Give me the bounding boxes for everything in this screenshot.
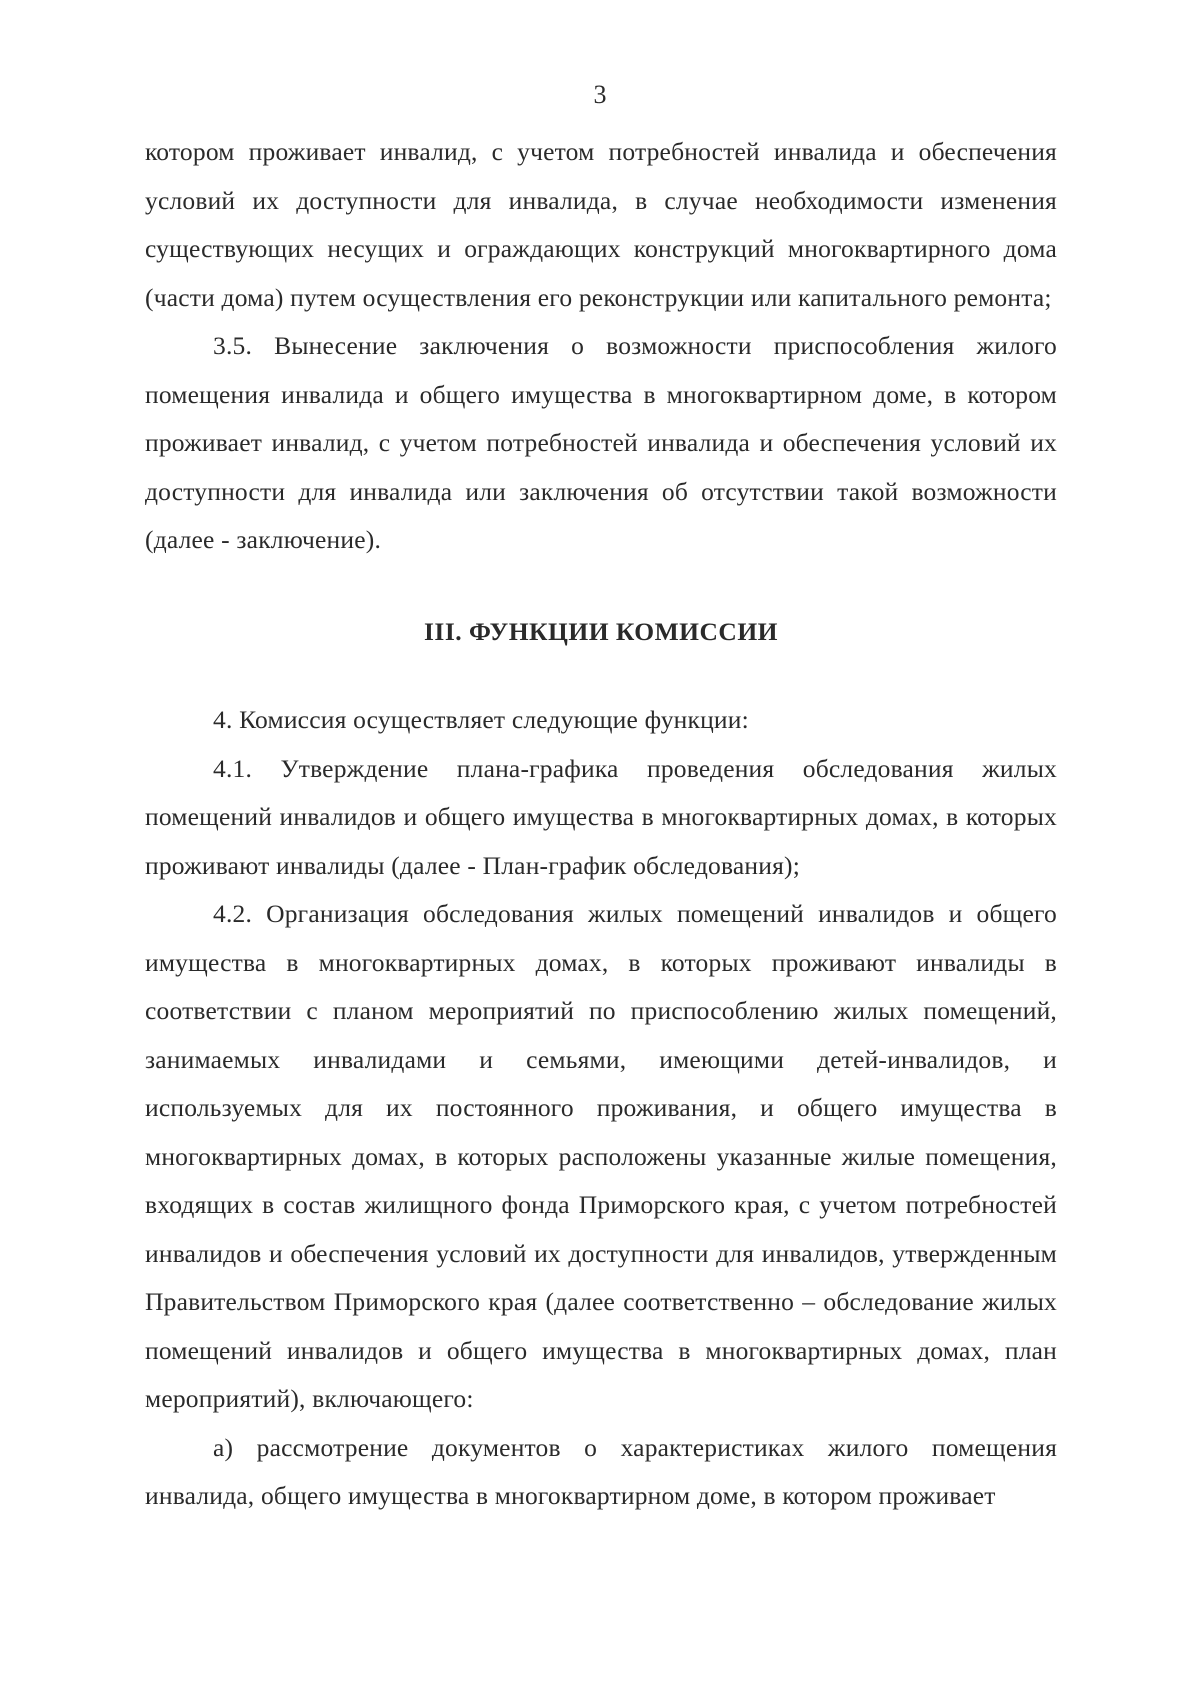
paragraph-4-2: 4.2. Организация обследования жилых помещений инвалидов и общего имущества в многоквартирных домах, в которых проживают инвалиды в соответствии с планом мероприятий по приспособлению жилых помещений, занимаемых инвалидами и семьями, имеющими детей-инвалидов, и используемых для их постоянного проживания, и общего имущества в многоквартирных домах, в которых расположены указанные жилые помещения, входящих в состав жилищного фонда Приморского края, с учетом потребностей инвалидов и обеспечения условий их доступности для инвалидов, утвержденным Правительством Приморского края (далее соответственно – обследование жилых помещений инвалидов и общего имущества в многоквартирных домах, план мероприятий), включающего: — [145, 899, 1057, 1413]
section-heading: III. ФУНКЦИИ КОМИССИИ — [424, 616, 778, 646]
paragraph-4-1: 4.1. Утверждение плана-графика проведения обследования жилых помещений инвалидов и общего имущества в многоквартирных домах, в которых проживают инвалиды (далее - План-график обследования); — [145, 753, 1057, 880]
document-body — [145, 128, 1057, 1521]
section-heading-wrap — [145, 608, 1057, 657]
paragraph-continuation: котором проживает инвалид, с учетом потребностей инвалида и обеспечения условий их доступности для инвалида, в случае необходимости изменения существующих несущих и ограждающих конструкций многоквартирного дома (части дома) путем осуществления его реконструкции или капитального ремонта; — [145, 137, 1057, 312]
paragraph-4-2-a: а) рассмотрение документов о характеристиках жилого помещения инвалида, общего имущества в многоквартирном доме, в котором проживает — [145, 1432, 1057, 1510]
paragraph-3-5: 3.5. Вынесение заключения о возможности приспособления жилого помещения инвалида и общего имущества в многоквартирном доме, в котором проживает инвалид, с учетом потребностей инвалида и обеспечения условий их доступности для инвалида или заключения об отсутствии такой возможности (далее - заключение). — [145, 331, 1057, 554]
page-number: 3 — [593, 80, 607, 109]
paragraph-4: 4. Комиссия осуществляет следующие функции: — [213, 705, 749, 734]
